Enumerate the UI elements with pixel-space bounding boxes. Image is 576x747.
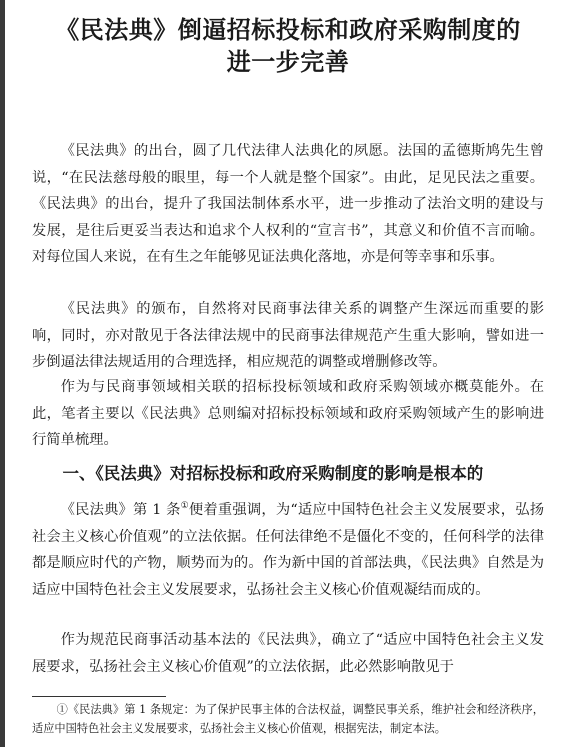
paragraph-4 [32,497,544,603]
article-title [32,14,544,78]
footnote-divider [32,696,166,697]
section-heading-1: 一、《民法典》对招标投标和政府采购制度的影响是根本的 [62,464,484,483]
title-line-1: 《民法典》倒逼招标投标和政府采购制度的 [55,15,521,44]
paragraph-1: 《民法典》的出台，圆了几代法律人法典化的夙愿。法国的孟德斯鸠先生曾说，“在民法慈母般的眼里，每一个人就是整个国家”。由此，足见民法之重要。《民法典》的出台，提升了我国法制体系水平，进一步推动了法治文明的建设与发展，是往后更妥当表达和追求个人权利的“宣言书”，其意义和价值不言而喻。对每位国人来说，在有生之年能够见证法典化落地，亦是何等幸事和乐事。 [32,143,544,266]
footnote-1: ①《民法典》第 1 条规定：为了保护民事主体的合法权益，调整民事关系，维护社会和经济秩序，适应中国特色社会主义发展要求，弘扬社会主义核心价值观，根据宪法，制定本法。 [32,703,544,735]
paragraph-4-lead: 《民法典》第 1 条 [60,502,181,518]
paragraph-3: 作为与民商事领域相关联的招标投标领域和政府采购领域亦概莫能外。在此，笔者主要以《民法典》总则编对招标投标领域和政府采购领域产生的影响进行简单梳理。 [32,379,544,449]
title-line-2: 进一步完善 [226,47,350,76]
document-page [32,0,544,747]
footnote-ref-1[interactable]: ① [180,501,189,512]
paragraph-2: 《民法典》的颁布，自然将对民商事法律关系的调整产生深远而重要的影响，同时，亦对散见于各法律法规中的民商事法律规范产生重大影响，譬如进一步倒逼法律法规适用的合理选择，相应规范的调整或增删修改等。 [32,301,544,371]
paragraph-4-rest: 便着重强调，为“适应中国特色社会主义发展要求，弘扬社会主义核心价值观”的立法依据。任何法律绝不是僵化不变的，任何科学的法律都是顺应时代的产物，顺势而为的。作为新中国的首部法典，《民法典》自然是为适应中国特色社会主义发展要求，弘扬社会主义核心价值观凝结而成的。 [32,502,544,598]
paragraph-5: 作为规范民商事活动基本法的《民法典》，确立了“适应中国特色社会主义发展要求，弘扬社会主义核心价值观”的立法依据，此必然影响散见于 [32,632,544,675]
page-edge-border [0,0,5,747]
